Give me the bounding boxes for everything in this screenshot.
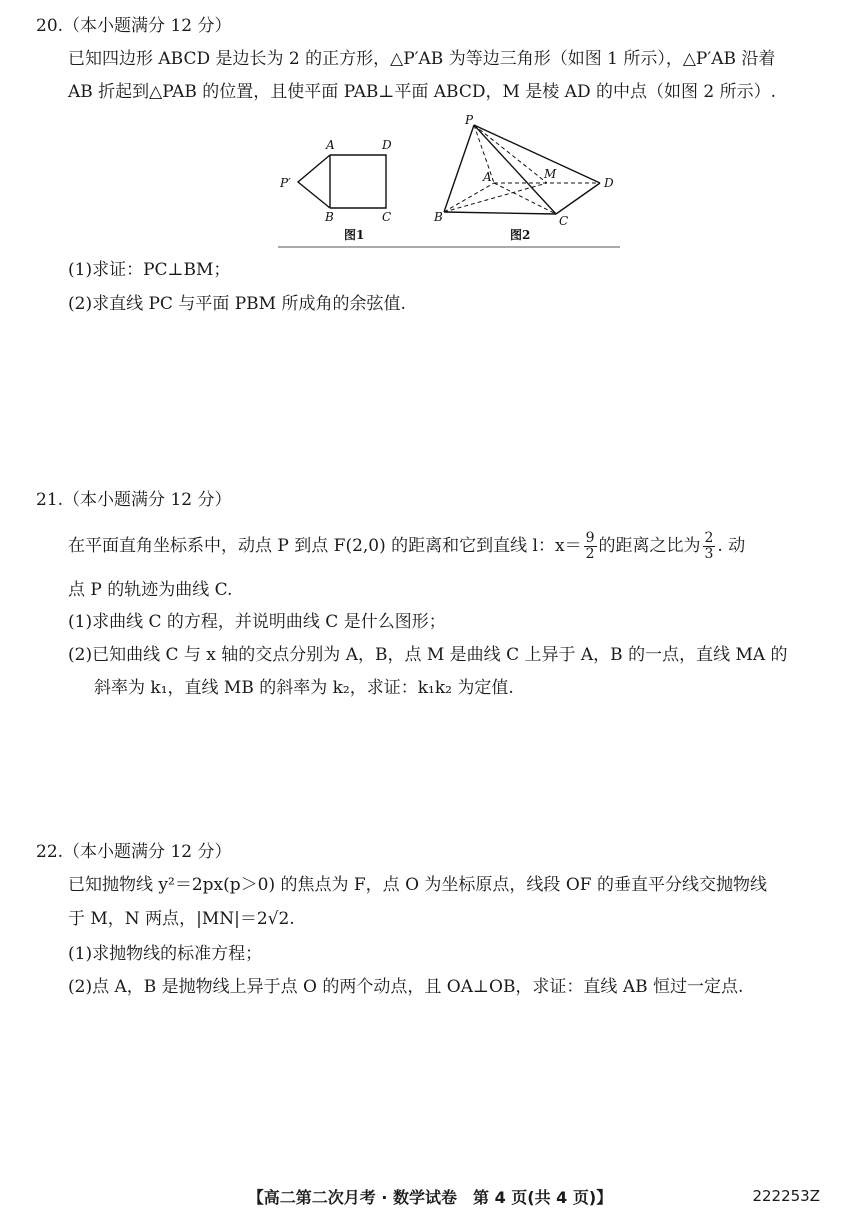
fraction-nine-halves: [584, 531, 597, 562]
q21-line1-part-b: 的距离之比为: [598, 536, 701, 556]
q21-line1-part-a: 在平面直角坐标系中，动点 P 到点 F(2,0) 的距离和它到直线 l：x＝: [68, 536, 582, 556]
q21-header: 21.（本小题满分 12 分）: [36, 490, 232, 510]
fig1-label-c: C: [382, 210, 392, 224]
q22-header: 22.（本小题满分 12 分）: [36, 842, 232, 862]
q21-statement-line1: [68, 531, 745, 562]
q22-part2: (2)点 A，B 是抛物线上异于点 O 的两个动点，且 OA⊥OB，求证：直线 AB 恒过一定点.: [68, 977, 744, 997]
page-footer: 【高二第二次月考 · 数学试卷 第 4 页(共 4 页)】: [247, 1188, 613, 1207]
q20-part1: (1)求证：PC⊥BM；: [68, 260, 231, 280]
fraction-numerator: 9: [585, 530, 595, 546]
q22-statement-line1: 已知抛物线 y²＝2px(p＞0) 的焦点为 F，点 O 为坐标原点，线段 OF 的垂直平分线交抛物线: [68, 875, 767, 895]
q20-figure: [278, 113, 620, 249]
fig2-label-c: C: [559, 214, 569, 228]
q20-part2: (2)求直线 PC 与平面 PBM 所成角的余弦值.: [68, 294, 406, 314]
q22-part1: (1)求抛物线的标准方程；: [68, 944, 263, 964]
figure-2: [433, 113, 614, 242]
fig1-label-a: A: [326, 138, 335, 152]
fraction-denominator: 3: [704, 546, 714, 562]
q22-statement-line2: 于 M，N 两点，|MN|＝2√2.: [68, 909, 295, 929]
q21-part2-line2: 斜率为 k₁，直线 MB 的斜率为 k₂，求证：k₁k₂ 为定值.: [94, 678, 514, 698]
fig1-label-d: D: [382, 138, 392, 152]
fig1-label-p: P′: [280, 176, 291, 190]
fig2-label-b: B: [434, 210, 443, 224]
q21-line1-part-c: . 动: [717, 536, 746, 556]
fig2-label-a: A: [483, 170, 492, 184]
fig2-label-d: D: [604, 176, 614, 190]
fig1-caption: 图1: [344, 228, 365, 242]
fig2-caption: 图2: [510, 228, 531, 242]
fig2-label-p: P: [465, 113, 474, 127]
q20-header: 20.（本小题满分 12 分）: [36, 16, 232, 36]
fraction-two-thirds: [703, 531, 716, 562]
figure-1: [279, 138, 392, 242]
fraction-numerator: 2: [704, 530, 714, 546]
q20-statement-line1: 已知四边形 ABCD 是边长为 2 的正方形，△P′AB 为等边三角形（如图 1 所示），△P′AB 沿着: [68, 49, 776, 69]
fraction-denominator: 2: [585, 546, 595, 562]
q20-statement-line2: AB 折起到△PAB 的位置，且使平面 PAB⊥平面 ABCD，M 是棱 AD 的中点（如图 2 所示）.: [68, 82, 777, 102]
fig2-label-m: M: [544, 167, 557, 181]
q21-statement-line2: 点 P 的轨迹为曲线 C.: [68, 580, 233, 600]
q21-part1: (1)求曲线 C 的方程，并说明曲线 C 是什么图形；: [68, 612, 446, 632]
exam-code: 222253Z: [752, 1187, 820, 1205]
q21-part2-line1: (2)已知曲线 C 与 x 轴的交点分别为 A，B，点 M 是曲线 C 上异于 A，B 的一点，直线 MA 的: [68, 645, 788, 665]
fig1-label-b: B: [325, 210, 334, 224]
